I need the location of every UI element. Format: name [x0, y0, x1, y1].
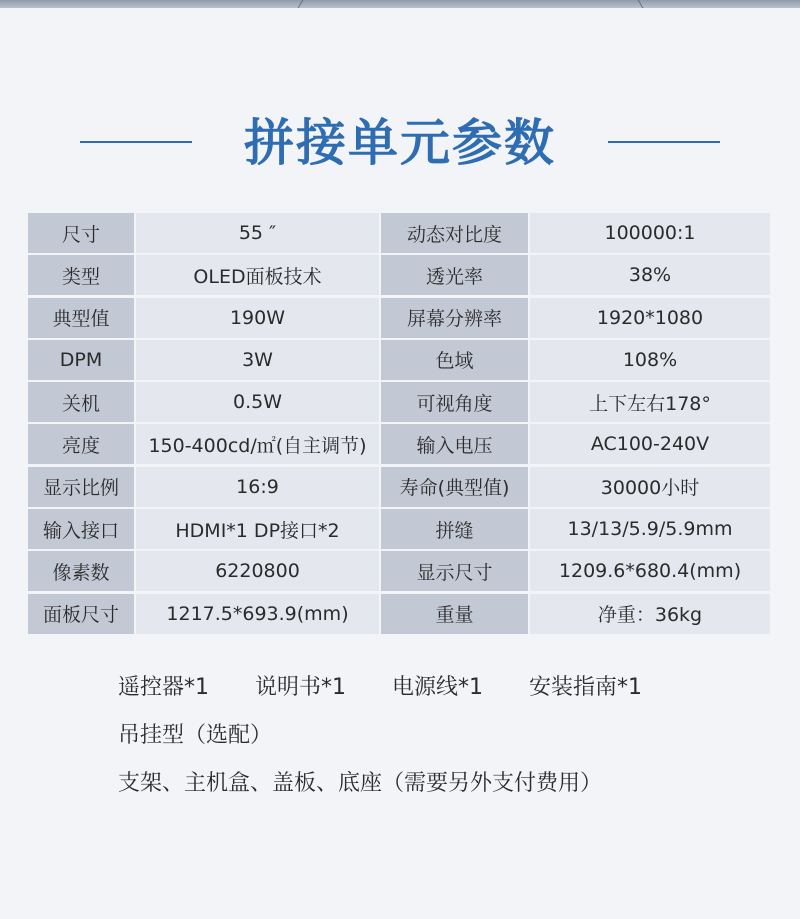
- optional-accessory: 吊挂型（选配）: [118, 722, 273, 748]
- spec-value: 1209.6*680.4(mm): [530, 551, 770, 591]
- standard-accessories-row: [118, 664, 758, 706]
- spec-value: OLED面板技术: [136, 255, 379, 295]
- spec-label: 拼缝: [381, 509, 528, 549]
- page-title: 拼接单元参数: [244, 114, 556, 172]
- spec-label: 寿命(典型值): [381, 467, 528, 507]
- spec-label: 面板尺寸: [28, 594, 134, 634]
- top-decorative-band: [0, 0, 800, 8]
- spec-label: 动态对比度: [381, 213, 528, 253]
- spec-value: 1217.5*693.9(mm): [136, 594, 379, 634]
- spec-value: 100000:1: [530, 213, 770, 253]
- spec-label: 尺寸: [28, 213, 134, 253]
- accessory-item: 遥控器*1: [118, 674, 209, 700]
- spec-value: 150-400cd/㎡(自主调节): [136, 424, 379, 464]
- spec-label: 屏幕分辨率: [381, 298, 528, 338]
- accessory-item: 说明书*1: [255, 674, 346, 700]
- spec-label: 重量: [381, 594, 528, 634]
- spec-value: 上下左右178°: [530, 382, 770, 422]
- spec-value: 3W: [136, 340, 379, 380]
- spec-label: 可视角度: [381, 382, 528, 422]
- spec-label: 关机: [28, 382, 134, 422]
- spec-value: 38%: [530, 255, 770, 295]
- spec-value: 108%: [530, 340, 770, 380]
- spec-label: DPM: [28, 340, 134, 380]
- spec-label: 类型: [28, 255, 134, 295]
- title-line-right: [608, 141, 720, 143]
- spec-value: 1920*1080: [530, 298, 770, 338]
- extra-accessories: 支架、主机盒、盖板、底座（需要另外支付费用）: [118, 770, 603, 796]
- spec-value: 55 ″: [136, 213, 379, 253]
- spec-value: 0.5W: [136, 382, 379, 422]
- spec-table: [28, 213, 770, 634]
- spec-label: 色域: [381, 340, 528, 380]
- band-diagonal-right: [638, 0, 656, 8]
- spec-value: 13/13/5.9/5.9mm: [530, 509, 770, 549]
- spec-label: 输入接口: [28, 509, 134, 549]
- spec-label: 显示尺寸: [381, 551, 528, 591]
- spec-label: 像素数: [28, 551, 134, 591]
- spec-label: 典型值: [28, 298, 134, 338]
- optional-accessories-row: [118, 712, 758, 754]
- spec-label: 亮度: [28, 424, 134, 464]
- spec-value: AC100-240V: [530, 424, 770, 464]
- spec-label: 显示比例: [28, 467, 134, 507]
- accessory-item: 电源线*1: [392, 674, 483, 700]
- band-diagonal-left: [298, 0, 316, 8]
- accessory-item: 安装指南*1: [529, 674, 642, 700]
- spec-label: 输入电压: [381, 424, 528, 464]
- spec-value: 净重：36kg: [530, 594, 770, 634]
- spec-label: 透光率: [381, 255, 528, 295]
- spec-value: 190W: [136, 298, 379, 338]
- spec-value: HDMI*1 DP接口*2: [136, 509, 379, 549]
- accessories-section: [118, 664, 758, 808]
- title-row: [0, 108, 800, 178]
- spec-value: 6220800: [136, 551, 379, 591]
- spec-value: 30000小时: [530, 467, 770, 507]
- spec-value: 16:9: [136, 467, 379, 507]
- extra-accessories-row: [118, 760, 758, 802]
